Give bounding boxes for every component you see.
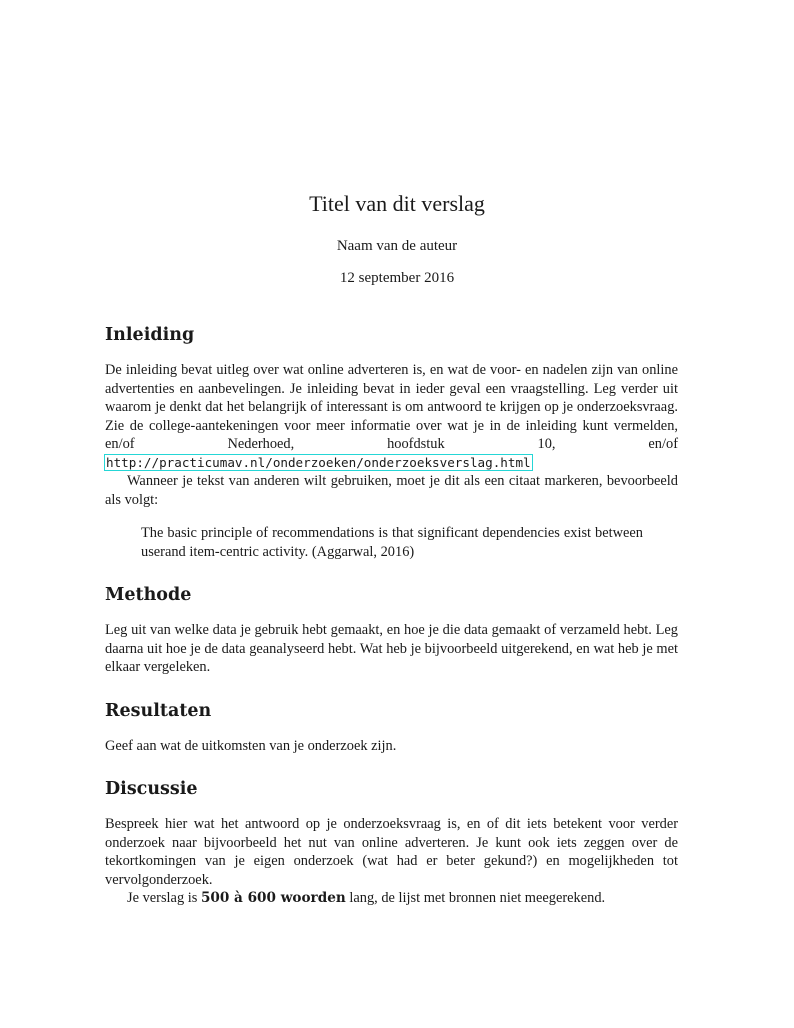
section-heading-discussie: Discussie bbox=[105, 779, 198, 799]
paragraph-inleiding-1 bbox=[105, 361, 678, 472]
section-heading-inleiding: Inleiding bbox=[105, 325, 195, 345]
paragraph-suffix: lang, de lijst met bronnen niet meegerekend. bbox=[349, 890, 606, 906]
reference-link[interactable] bbox=[105, 455, 532, 470]
document-author: Naam van de auteur bbox=[336, 238, 458, 254]
document-body bbox=[105, 323, 678, 930]
paragraph-prefix: Je verslag is bbox=[127, 890, 198, 906]
section-inleiding bbox=[105, 323, 678, 561]
paragraph-resultaten: Geef aan wat de uitkomsten van je onderzoek zijn. bbox=[105, 737, 397, 754]
link-text-part2: onderzoeken/onderzoeksverslag.html bbox=[272, 454, 531, 470]
paragraph-inleiding-2: Wanneer je tekst van anderen wilt gebruiken, moet je dit als een citaat markeren, bevoorbeeld als volgt: bbox=[105, 473, 678, 508]
section-resultaten bbox=[105, 699, 678, 756]
word-count-emphasis: 500 à 600 woorden bbox=[200, 890, 346, 906]
section-heading-resultaten: Resultaten bbox=[105, 700, 212, 721]
paragraph-discussie-2 bbox=[105, 889, 678, 908]
paragraph-methode: Leg uit van welke data je gebruik hebt gemaakt, en hoe je die data gemaakt of verzameld hebt. Leg daarna uit hoe je de data geanalyseerd hebt. Wat heb je bijvoorbeeld uitgerekend, en wat heb je met elkaar vergeleken. bbox=[105, 622, 678, 675]
paragraph-discussie-1: Bespreek hier wat het antwoord op je onderzoeksvraag is, en of dit iets betekent voor verder onderzoek naar bijvoorbeeld het nut van online adverteren. Je kunt ook iets zeggen over de tekortkomingen van je eigen onderzoek (wat had er beter gekund?) en mogelijkheden tot vervolgonderzoek. bbox=[105, 816, 678, 888]
document-date: 12 september 2016 bbox=[339, 270, 455, 286]
block-quote: The basic principle of recommendations is that significant dependencies exist between userand item-centric activity. (Aggarwal, 2016) bbox=[141, 525, 643, 560]
paragraph-text: De inleiding bevat uitleg over wat online adverteren is, en wat de voor- en nadelen zijn van online advertenties en aanbevelingen. Je inleiding bevat in ieder geval een vraagstelling. Leg verder uit waarom je denkt dat het belangrijk of interessant is om antwoord te krijgen op je onderzoeksvraag. Zie de college-aantekeningen voor meer informatie over wat je in de inleiding kunt vermelden, en/of Nederhoed, hoofdstuk 10, en/of bbox=[105, 362, 678, 452]
section-methode bbox=[105, 583, 678, 677]
document-title: Titel van dit verslag bbox=[309, 191, 485, 216]
section-heading-methode: Methode bbox=[105, 585, 192, 605]
link-text-part1: http://practicumav.nl/ bbox=[106, 454, 273, 470]
section-discussie bbox=[105, 777, 678, 908]
